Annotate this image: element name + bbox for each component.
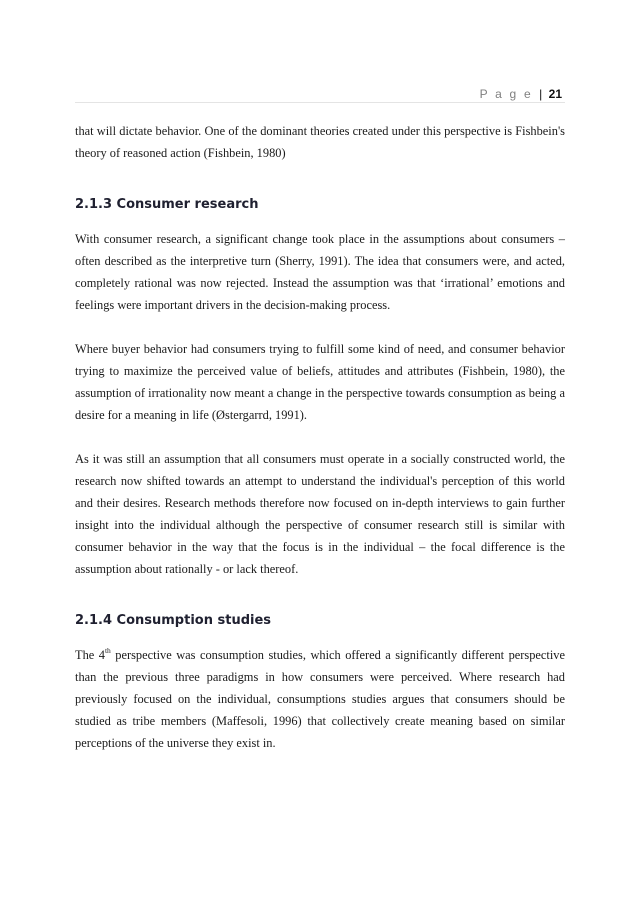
paragraph-start: The 4 bbox=[75, 648, 105, 662]
page-word: P a g e bbox=[479, 87, 533, 101]
page-header bbox=[75, 84, 565, 103]
section-heading-2-1-3: 2.1.3 Consumer research bbox=[75, 197, 259, 212]
page-number-label bbox=[480, 87, 562, 101]
page-separator: | bbox=[539, 87, 543, 101]
paragraph bbox=[75, 644, 565, 754]
ordinal-superscript: th bbox=[104, 645, 111, 655]
paragraph-rest: perspective was consumption studies, which offered a significantly different perspective than the previous three paradigms in how consumers were perceived. Where research had previously focused on the individual, consumptions studies argues that consumers should be studied as tribe members (Maffesoli, 1996) that collectively create meaning based on similar perceptions of the universe they exist in. bbox=[75, 648, 565, 750]
section-heading-2-1-4: 2.1.4 Consumption studies bbox=[75, 613, 272, 628]
paragraph: With consumer research, a significant change took place in the assumptions about consumers – often described as the interpretive turn (Sherry, 1991). The idea that consumers were, and acted, completely rational was now rejected. Instead the assumption was that ‘irrational’ emotions and feelings were important drivers in the decision-making process. bbox=[75, 232, 565, 312]
page-content bbox=[75, 120, 565, 754]
paragraph-continued: that will dictate behavior. One of the dominant theories created under this perspective is Fishbein's theory of reasoned action (Fishbein, 1980) bbox=[75, 124, 565, 160]
paragraph: Where buyer behavior had consumers trying to fulfill some kind of need, and consumer behavior trying to maximize the perceived value of beliefs, attitudes and attributes (Fishbein, 1980), the assumption of irrationality now meant a change in the perspective towards consumption as being a desire for a meaning in life (Østergarrd, 1991). bbox=[75, 342, 565, 422]
paragraph: As it was still an assumption that all consumers must operate in a socially constructed world, the research now shifted towards an attempt to understand the individual's perception of this world and their desires. Research methods therefore now focused on in-depth interviews to gain further insight into the individual although the perspective of consumer research still is similar with consumer behavior in the way that the focus is in the individual – the focal difference is the assumption about rationally - or lack thereof. bbox=[75, 452, 565, 576]
page-number: 21 bbox=[548, 87, 562, 101]
